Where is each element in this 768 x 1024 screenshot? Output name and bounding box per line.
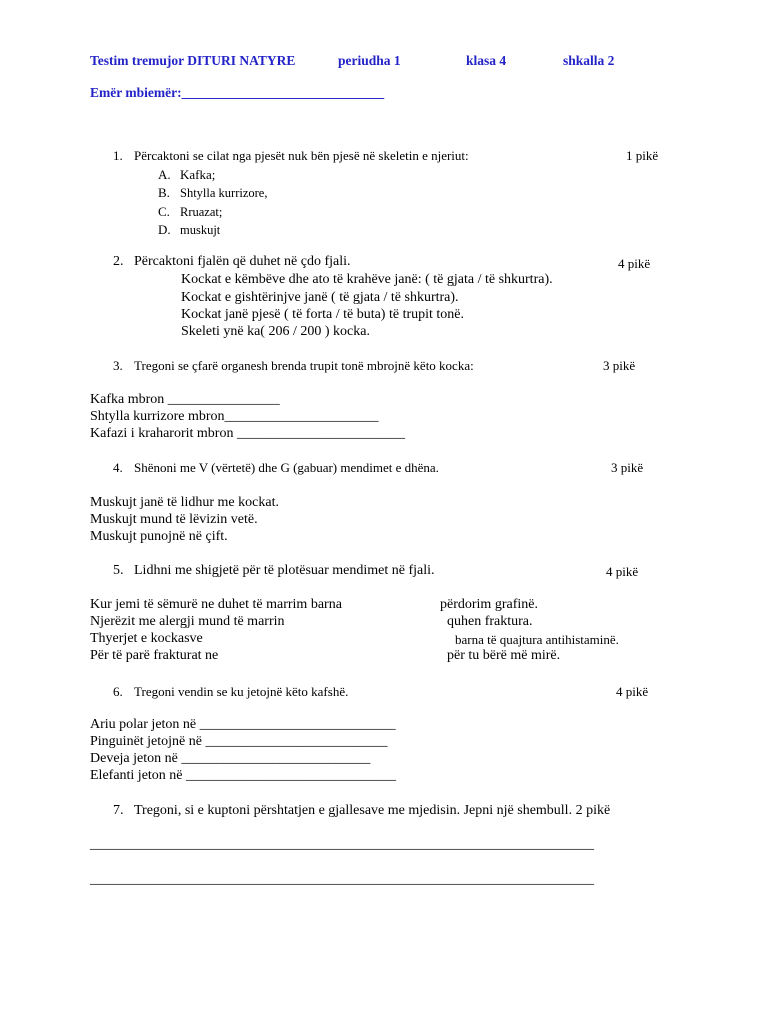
q5-text: Lidhni me shigjetë për të plotësuar mendimet në fjali. (134, 563, 435, 578)
q2-number: 2. (113, 254, 124, 269)
q2-sentence: Kockat e gishtërinjve janë ( të gjata / të shkurtra). (181, 290, 459, 305)
q3-blank-line: Kafka mbron ________________ (90, 392, 280, 407)
q3-blank-line: Shtylla kurrizore mbron______________________ (90, 409, 379, 424)
grade-label: klasa 4 (466, 53, 507, 68)
q5-number: 5. (113, 563, 124, 578)
q3-blank-line: Kafazi i kraharorit mbron ________________________ (90, 426, 405, 441)
q4-number: 4. (113, 460, 123, 475)
q6-blank-line: Elefanti jeton në ______________________________ (90, 768, 397, 783)
q4-statement: Muskujt punojnë në çift. (90, 529, 228, 544)
q1-option-letter: A. (158, 167, 171, 182)
q1-points: 1 pikë (626, 148, 659, 163)
q5-left-item: Kur jemi të sëmurë ne duhet të marrim barna (90, 597, 342, 612)
q7-text: Tregoni, si e kuptoni përshtatjen e gjallesave me mjedisin. Jepni një shembull. 2 pikë (134, 803, 611, 818)
test-title: Testim tremujor DITURI NATYRE (90, 53, 296, 68)
answer-line: ________________________________________________________________________ (90, 872, 594, 887)
student-name-line: Emër mbiemër:______________________________ (90, 85, 385, 100)
q5-left-item: Për të parë frakturat ne (90, 648, 219, 663)
q2-points: 4 pikë (618, 256, 651, 271)
q7-number: 7. (113, 803, 124, 818)
q6-blank-line: Deveja jeton në ___________________________ (90, 751, 371, 766)
level-label: shkalla 2 (563, 53, 615, 68)
q2-text: Përcaktoni fjalën që duhet në çdo fjali. (134, 254, 351, 269)
q1-option-letter: D. (158, 222, 171, 237)
q3-text: Tregoni se çfarë organesh brenda trupit tonë mbrojnë këto kocka: (134, 358, 474, 373)
q4-text: Shënoni me V (vërtetë) dhe G (gabuar) mendimet e dhëna. (134, 460, 439, 475)
q2-sentence: Kockat e këmbëve dhe ato të krahëve janë: ( të gjata / të shkurtra). (181, 272, 553, 287)
q3-number: 3. (113, 358, 123, 373)
q3-points: 3 pikë (603, 358, 636, 373)
q1-text: Përcaktoni se cilat nga pjesët nuk bën pjesë në skeletin e njeriut: (134, 148, 469, 163)
q5-points: 4 pikë (606, 564, 639, 579)
answer-line: ________________________________________________________________________ (90, 837, 594, 852)
q5-left-item: Njerëzit me alergji mund të marrin (90, 614, 285, 629)
period-label: periudha 1 (338, 53, 401, 68)
q1-option-letter: B. (158, 185, 170, 200)
q6-text: Tregoni vendin se ku jetojnë këto kafshë. (134, 684, 349, 699)
q2-sentence: Skeleti ynë ka( 206 / 200 ) kocka. (181, 324, 370, 339)
q1-option-text: Rruazat; (180, 205, 223, 219)
q5-right-item: quhen fraktura. (447, 614, 533, 629)
q1-number: 1. (113, 148, 123, 163)
q5-right-item: barna të quajtura antihistaminë. (455, 632, 619, 647)
q2-sentence: Kockat janë pjesë ( të forta / të buta) të trupit tonë. (181, 307, 465, 322)
q6-points: 4 pikë (616, 684, 649, 699)
q1-option-letter: C. (158, 204, 170, 219)
q1-option-text: muskujt (180, 223, 221, 237)
q5-right-item: për tu bërë më mirë. (447, 648, 561, 663)
q6-blank-line: Ariu polar jeton në ____________________________ (90, 717, 396, 732)
q4-statement: Muskujt mund të lëvizin vetë. (90, 512, 258, 527)
q6-number: 6. (113, 684, 123, 699)
q5-left-item: Thyerjet e kockasve (90, 631, 203, 646)
q4-statement: Muskujt janë të lidhur me kockat. (90, 495, 279, 510)
q4-points: 3 pikë (611, 460, 644, 475)
q5-right-item: përdorim grafinë. (440, 597, 538, 612)
q1-option-text: Shtylla kurrizore, (180, 186, 268, 200)
q6-blank-line: Pinguinët jetojnë në __________________________ (90, 734, 388, 749)
q1-option-text: Kafka; (180, 167, 216, 182)
